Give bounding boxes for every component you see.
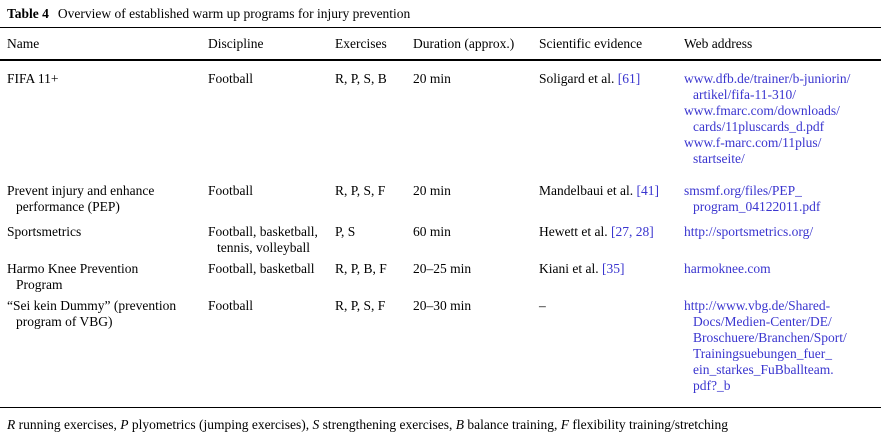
table-caption xyxy=(0,5,881,27)
program-name-line: program of VBG) xyxy=(16,314,113,329)
program-name-line: performance (PEP) xyxy=(16,199,120,214)
table-footnote xyxy=(0,408,881,433)
program-name-line: Harmo Knee Prevention xyxy=(7,261,139,276)
discipline-line: Football xyxy=(208,71,254,86)
web-link-line: Broschuere/Branchen/Sport/ xyxy=(693,330,847,345)
web-link-line: pdf?_b xyxy=(693,378,731,393)
column-header-scientific-evidence: Scientific evidence xyxy=(539,36,643,51)
legend-key: R xyxy=(7,417,16,432)
discipline xyxy=(208,60,335,167)
web-link[interactable] xyxy=(684,135,877,167)
legend-key: F xyxy=(560,417,569,432)
legend-desc: flexibility training/stretching xyxy=(568,417,728,432)
evidence-author: Soligard et al. xyxy=(539,71,618,86)
web-link-line: artikel/fifa-11-310/ xyxy=(693,87,796,102)
program-name-line: “Sei kein Dummy” (prevention xyxy=(7,298,177,313)
web-link-line: www.fmarc.com/downloads/ xyxy=(684,103,840,118)
table-label: Table 4 xyxy=(7,6,49,21)
web-address xyxy=(684,256,881,293)
discipline-line: tennis, volleyball xyxy=(217,240,310,255)
table-row xyxy=(0,256,881,293)
program-name-line: FIFA 11+ xyxy=(7,71,59,86)
duration: 20–25 min xyxy=(413,261,472,276)
web-link-line: startseite/ xyxy=(693,151,745,166)
program-name xyxy=(0,60,208,167)
legend-desc: plyometrics (jumping exercises), xyxy=(128,417,313,432)
exercises: R, P, S, F xyxy=(335,298,386,313)
warmup-programs-table xyxy=(0,27,881,408)
web-link-line: Trainingsuebungen_fuer_ xyxy=(693,346,832,361)
legend-desc: running exercises, xyxy=(15,417,121,432)
program-name-line: Program xyxy=(16,277,63,292)
exercises: P, S xyxy=(335,224,356,239)
web-link[interactable] xyxy=(684,183,877,215)
program-name xyxy=(0,293,208,408)
citation-ref[interactable]: [61] xyxy=(617,71,641,86)
table-header-row xyxy=(0,28,881,61)
legend-key: P xyxy=(120,417,129,432)
program-name xyxy=(0,215,208,256)
evidence-author: Hewett et al. xyxy=(539,224,611,239)
discipline xyxy=(208,293,335,408)
web-link[interactable] xyxy=(684,103,877,135)
citation-ref[interactable]: [35] xyxy=(601,261,625,276)
evidence-author: Kiani et al. xyxy=(539,261,602,276)
citation-ref[interactable]: [41] xyxy=(636,183,659,198)
legend-key: S xyxy=(312,417,320,432)
web-link-line: ein_starkes_FuBballteam. xyxy=(693,362,834,377)
duration: 20 min xyxy=(413,71,451,86)
web-link-line: http://www.vbg.de/Shared- xyxy=(684,298,831,313)
duration: 20–30 min xyxy=(413,298,472,313)
table-row xyxy=(0,215,881,256)
web-address xyxy=(684,293,881,408)
program-name xyxy=(0,256,208,293)
scientific-evidence xyxy=(539,215,684,256)
web-address xyxy=(684,60,881,167)
web-link-line: Docs/Medien-Center/DE/ xyxy=(693,314,832,329)
exercises: R, P, S, F xyxy=(335,183,386,198)
legend-desc: balance training, xyxy=(464,417,561,432)
program-name-line: Prevent injury and enhance xyxy=(7,183,155,198)
web-link-line: smsmf.org/files/PEP_ xyxy=(684,183,802,198)
column-header-discipline: Discipline xyxy=(208,36,264,51)
scientific-evidence xyxy=(539,256,684,293)
web-link-line: www.dfb.de/trainer/b-juniorin/ xyxy=(684,71,851,86)
exercises: R, P, B, F xyxy=(335,261,387,276)
table-row xyxy=(0,167,881,215)
exercises: R, P, S, B xyxy=(335,71,387,86)
legend-key: B xyxy=(455,417,465,432)
discipline-line: Football xyxy=(208,298,254,313)
legend-desc: strengthening exercises, xyxy=(319,417,456,432)
web-address xyxy=(684,167,881,215)
web-link-line: www.f-marc.com/11plus/ xyxy=(684,135,822,150)
scientific-evidence xyxy=(539,60,684,167)
citation-ref[interactable]: [27, 28] xyxy=(610,224,654,239)
discipline-line: Football xyxy=(208,183,254,198)
web-link-line: program_04122011.pdf xyxy=(693,199,821,214)
discipline-line: Football, basketball, xyxy=(208,224,318,239)
program-name xyxy=(0,167,208,215)
evidence-author: Mandelbaui et al. xyxy=(539,183,637,198)
discipline xyxy=(208,256,335,293)
web-link[interactable] xyxy=(684,261,877,277)
discipline xyxy=(208,215,335,256)
table-caption-text: Overview of established warm up programs for injury prevention xyxy=(57,6,411,21)
column-header-exercises: Exercises xyxy=(335,36,387,51)
web-link-line: cards/11pluscards_d.pdf xyxy=(693,119,825,134)
web-link[interactable] xyxy=(684,71,877,103)
web-address xyxy=(684,215,881,256)
discipline xyxy=(208,167,335,215)
discipline-line: Football, basketball xyxy=(208,261,315,276)
table-body xyxy=(0,60,881,408)
duration: 60 min xyxy=(413,224,451,239)
evidence-author: – xyxy=(539,298,546,313)
scientific-evidence xyxy=(539,293,684,408)
column-header-duration-approx: Duration (approx.) xyxy=(413,36,515,51)
scientific-evidence xyxy=(539,167,684,215)
table-row xyxy=(0,293,881,408)
column-header-web-address: Web address xyxy=(684,36,753,51)
column-header-name: Name xyxy=(7,36,40,51)
program-name-line: Sportsmetrics xyxy=(7,224,82,239)
table-row xyxy=(0,60,881,167)
web-link[interactable] xyxy=(684,224,877,240)
web-link-line: harmoknee.com xyxy=(684,261,771,276)
web-link-line: http://sportsmetrics.org/ xyxy=(684,224,814,239)
web-link[interactable] xyxy=(684,298,877,394)
duration: 20 min xyxy=(413,183,451,198)
